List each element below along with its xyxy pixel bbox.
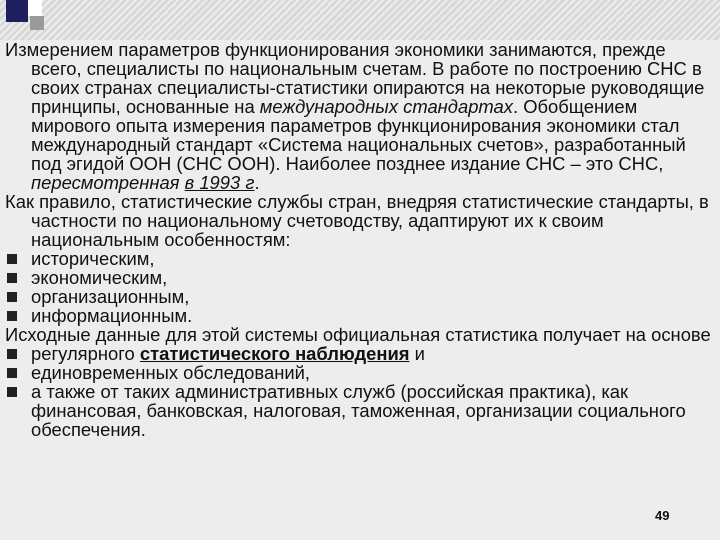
bullet-square-icon — [7, 387, 17, 397]
text-segment: Измерением параметров функционирования экономики занимаются, прежде всего, специалисты по национальным счетам. В работе по построению СНС в своих странах специалисты-статистики опираются на некоторые руководящие принципы, основанные на — [5, 39, 705, 117]
list-item — [5, 363, 713, 382]
text-italic-underlined-segment: в 1993 г — [184, 172, 255, 193]
statistical-observation-link[interactable]: статистического наблюдения — [139, 343, 410, 364]
text-segment: . Обобщением мирового опыта измерения параметров функционирования экономики стал международный стандарт «Система национальных счетов», разработанный под эгидой ООН (СНС ООН). Наиболее позднее издание СНС – это СНС, — [31, 96, 686, 174]
bullet-square-icon — [7, 254, 17, 264]
list-item — [5, 382, 713, 439]
page-number: 49 — [655, 508, 670, 523]
bullet-square-icon — [7, 311, 17, 321]
list-item-text: организационным, — [31, 286, 190, 307]
paragraph-adaptation: Как правило, статистические службы стран, внедряя статистические стандарты, в частности по национальному счетоводству, адаптируют их к своим национальным особенностям: — [5, 191, 709, 250]
text-italic-segment: международных стандартах — [259, 96, 513, 117]
list-item-text: а также от таких административных служб (российская практика), как финансовая, банковская, налоговая, таможенная, организации социального обеспечения. — [31, 381, 686, 440]
text-segment: . — [254, 172, 260, 193]
corner-decoration-square — [28, 0, 42, 16]
corner-decoration-square — [6, 0, 28, 22]
bullet-square-icon — [7, 368, 17, 378]
list-item-text: и — [409, 343, 425, 364]
list-item-text: регулярного — [31, 343, 140, 364]
paragraph-source-data: Исходные данные для этой системы официальная статистика получает на основе — [5, 324, 711, 345]
list-item-text: единовременных обследований, — [31, 362, 311, 383]
list-item — [5, 268, 713, 287]
list-item-text: историческим, — [31, 248, 155, 269]
slide-body — [5, 40, 713, 439]
list-item — [5, 344, 713, 363]
list-item — [5, 306, 713, 325]
header-decoration-band — [0, 0, 720, 40]
bullet-square-icon — [7, 349, 17, 359]
bullet-square-icon — [7, 273, 17, 283]
list-item — [5, 249, 713, 268]
list-item-text: экономическим, — [31, 267, 168, 288]
list-item-text: информационным. — [31, 305, 193, 326]
bullet-square-icon — [7, 292, 17, 302]
text-italic-segment: пересмотренная — [31, 172, 180, 193]
paragraph-sns-intro — [5, 40, 713, 192]
list-item — [5, 287, 713, 306]
corner-decoration-square — [30, 16, 44, 30]
